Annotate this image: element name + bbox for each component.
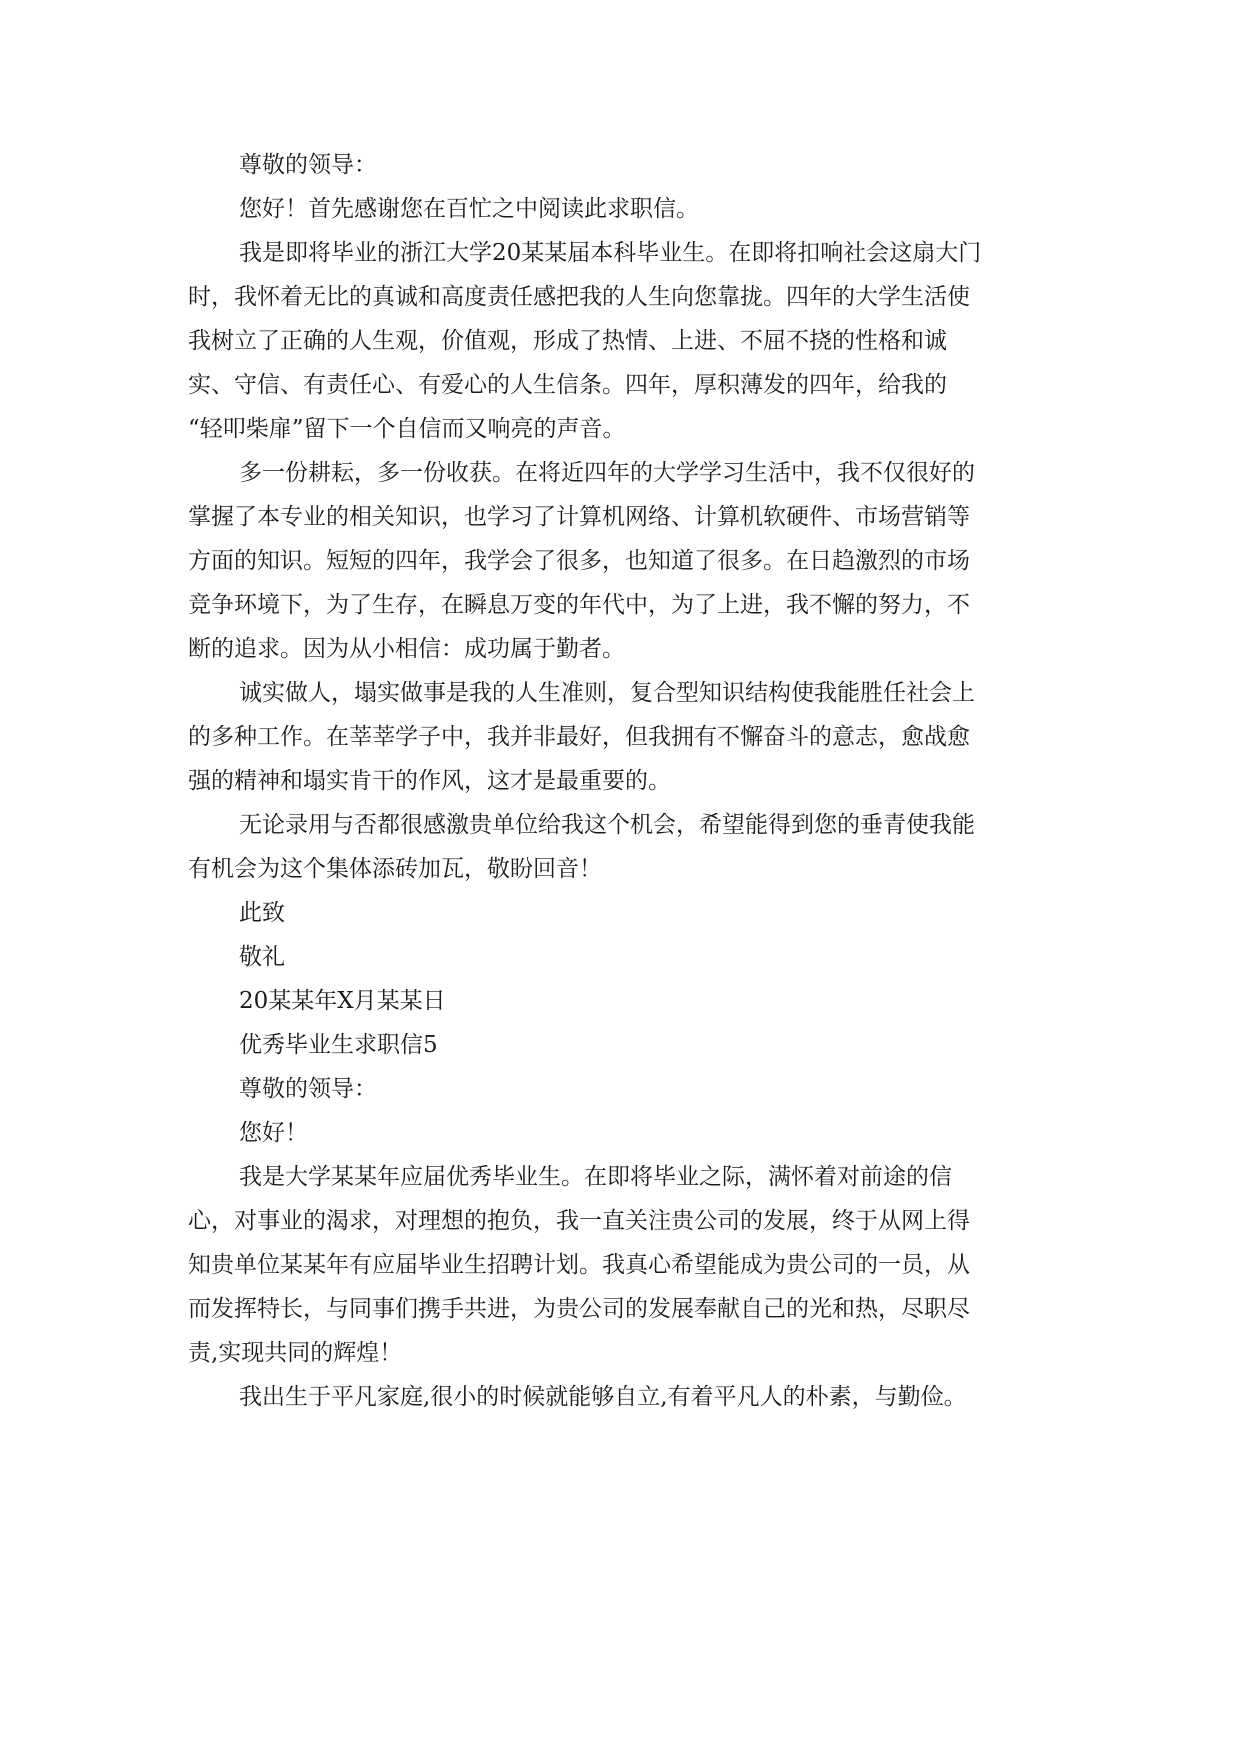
- paragraph-line: 无论录用与否都很感激贵单位给我这个机会，希望能得到您的垂青使我能: [239, 812, 975, 838]
- salutation: 尊敬的领导：: [239, 152, 377, 178]
- paragraph-line: 我树立了正确的人生观，价值观，形成了热情、上进、不屈不挠的性格和诚: [188, 328, 947, 354]
- paragraph-line: 实、守信、有责任心、有爱心的人生信条。四年，厚积薄发的四年，给我的: [188, 372, 947, 398]
- paragraph-line: 时，我怀着无比的真诚和高度责任感把我的人生向您靠拢。四年的大学生活使: [188, 284, 970, 310]
- salutation: 尊敬的领导：: [239, 1076, 377, 1102]
- paragraph-line: 竞争环境下，为了生存，在瞬息万变的年代中，为了上进，我不懈的努力，不: [188, 592, 970, 618]
- paragraph-line: “轻叩柴扉”留下一个自信而又响亮的声音。: [188, 416, 626, 442]
- paragraph-line: 而发挥特长，与同事们携手共进，为贵公司的发展奉献自己的光和热，尽职尽: [188, 1296, 970, 1322]
- paragraph-line: 知贵单位某某年有应届毕业生招聘计划。我真心希望能成为贵公司的一员，从: [188, 1252, 970, 1278]
- paragraph-line: 我出生于平凡家庭,很小的时候就能够自立,有着平凡人的朴素，与勤俭。: [239, 1384, 967, 1410]
- greeting: 您好！: [239, 1120, 308, 1146]
- paragraph-line: 我是即将毕业的浙江大学20某某届本科毕业生。在即将扣响社会这扇大门: [239, 240, 982, 266]
- paragraph-line: 责,实现共同的辉煌！: [188, 1340, 403, 1366]
- paragraph-line: 心，对事业的渴求，对理想的抱负，我一直关注贵公司的发展，终于从网上得: [188, 1208, 970, 1234]
- paragraph-line: 掌握了本专业的相关知识，也学习了计算机网络、计算机软硬件、市场营销等: [188, 504, 970, 530]
- greeting: 您好！首先感谢您在百忙之中阅读此求职信。: [239, 196, 699, 222]
- paragraph-line: 诚实做人，塌实做事是我的人生准则，复合型知识结构使我能胜任社会上: [239, 680, 975, 706]
- paragraph-line: 方面的知识。短短的四年，我学会了很多，也知道了很多。在日趋激烈的市场: [188, 548, 970, 574]
- date-line: 20某某年X月某某日: [239, 988, 446, 1014]
- paragraph-line: 的多种工作。在莘莘学子中，我并非最好，但我拥有不懈奋斗的意志，愈战愈: [188, 724, 970, 750]
- closing-line: 此致: [239, 900, 285, 926]
- section-title: 优秀毕业生求职信5: [239, 1032, 438, 1058]
- closing-line: 敬礼: [239, 944, 285, 970]
- paragraph-line: 有机会为这个集体添砖加瓦，敬盼回音！: [188, 856, 602, 882]
- paragraph-line: 断的追求。因为从小相信：成功属于勤者。: [188, 636, 625, 662]
- paragraph-line: 多一份耕耘，多一份收获。在将近四年的大学学习生活中，我不仅很好的: [239, 460, 975, 486]
- paragraph-line: 我是大学某某年应届优秀毕业生。在即将毕业之际，满怀着对前途的信: [239, 1164, 952, 1190]
- paragraph-line: 强的精神和塌实肯干的作风，这才是最重要的。: [188, 768, 671, 794]
